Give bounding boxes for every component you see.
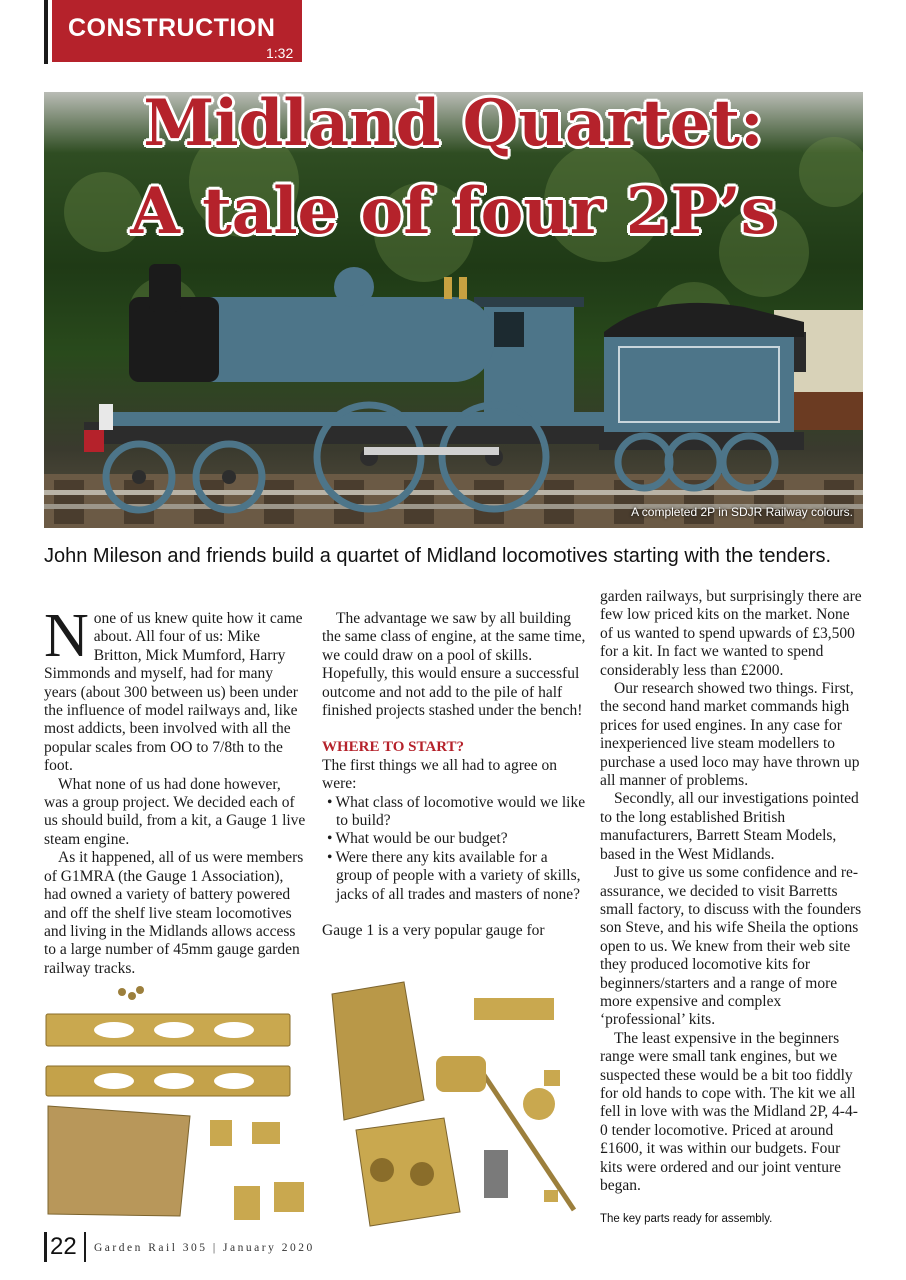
footer-rule	[44, 1232, 47, 1262]
paragraph: garden railways, but surprisingly there are few low priced kits on the market. None of us wanted to spend upwards of £3,500 for a kit. In fact we wanted to spend considerably less than £2000.	[600, 588, 862, 679]
section-label: CONSTRUCTION	[68, 14, 276, 42]
list-item: • What would be our budget?	[322, 830, 587, 848]
article-title-line2: A tale of four 2P’s	[130, 174, 777, 249]
paragraph: None of us knew quite how it came about. All four of us: Mike Britton, Mick Mumford, Harry Simmonds and myself, had for many years (about 300 between us) been under the influence of model railways and, like most addicts, been involved with all the popular scales from OO to 7/8th to the foot.	[44, 602, 303, 775]
article-column-1	[44, 602, 306, 978]
hero-caption: A completed 2P in SDJR Railway colours.	[631, 505, 853, 519]
paragraph: Just to give us some confidence and re-assurance, we decided to visit Barretts small factory, to discuss with the founders son Steve, and his wife Sheila the options open to us. We knew from their web site they produced locomotive kits for beginners/starters and a range of more more expensive and complex ‘professional’ kits.	[600, 864, 862, 1029]
parts-photo	[44, 980, 604, 1236]
paragraph: Gauge 1 is a very popular gauge for	[322, 922, 545, 940]
paragraph: Our research showed two things. First, the second hand market commands high prices for used engines. In any case for inexperienced live steam modellers to purchase a used loco may have thrown up all manner of problems.	[600, 680, 860, 790]
paragraph: The first things we all had to agree on were:	[322, 756, 558, 793]
publication-line: Garden Rail 305 | January 2020	[94, 1242, 315, 1254]
scale-label: 1:32	[266, 45, 294, 61]
brass-parts-illustration	[44, 980, 604, 1236]
paragraph: As it happened, all of us were members of G1MRA (the Gauge 1 Association), had owned a variety of battery powered and off the shelf live steam locomotives and living in the Midlands allows access to a large number of 45mm gauge garden railway tracks.	[44, 849, 304, 977]
article-column-3	[600, 588, 862, 1195]
bullet-list	[322, 794, 587, 904]
page-number: 22	[50, 1233, 77, 1260]
standfirst: John Mileson and friends build a quartet of Midland locomotives starting with the tenders.	[44, 545, 832, 567]
list-item: • Were there any kits available for a group of people with a variety of skills, jacks of all trades and masters of none?	[322, 849, 587, 904]
paragraph: What none of us had done however, was a group project. We decided each of us should build, from a kit, a Gauge 1 live steam engine.	[44, 775, 306, 848]
subheading: WHERE TO START?	[322, 739, 465, 756]
article-column-2	[322, 610, 587, 941]
footer-divider	[84, 1232, 86, 1262]
parts-caption: The key parts ready for assembly.	[600, 1213, 773, 1225]
dropcap: N	[44, 602, 89, 670]
paragraph: The advantage we saw by all building the same class of engine, at the same time, we could draw on a pool of skills. Hopefully, this would ensure a successful outcome and not add to the pile of half finished projects stashed under the bench!	[322, 610, 586, 720]
list-item: • What class of locomotive would we like to build?	[322, 794, 587, 831]
article-title-line1: Midland Quartet:	[143, 92, 764, 161]
paragraph: Secondly, all our investigations pointed to the long established British manufacturers, Barrett Steam Models, based in the West Midlands.	[600, 790, 859, 863]
paragraph: The least expensive in the beginners range were small tank engines, but we suspected these would be a bit too fiddly for old hands to cope with. The kit we all fell in love with was the Midland 2P, 4-4-0 tender locomotive. Priced at around £1600, it was within our budgets. Four kits were ordered and our joint venture began.	[600, 1029, 858, 1194]
header-rule	[44, 0, 48, 64]
hero-photo	[44, 92, 863, 528]
